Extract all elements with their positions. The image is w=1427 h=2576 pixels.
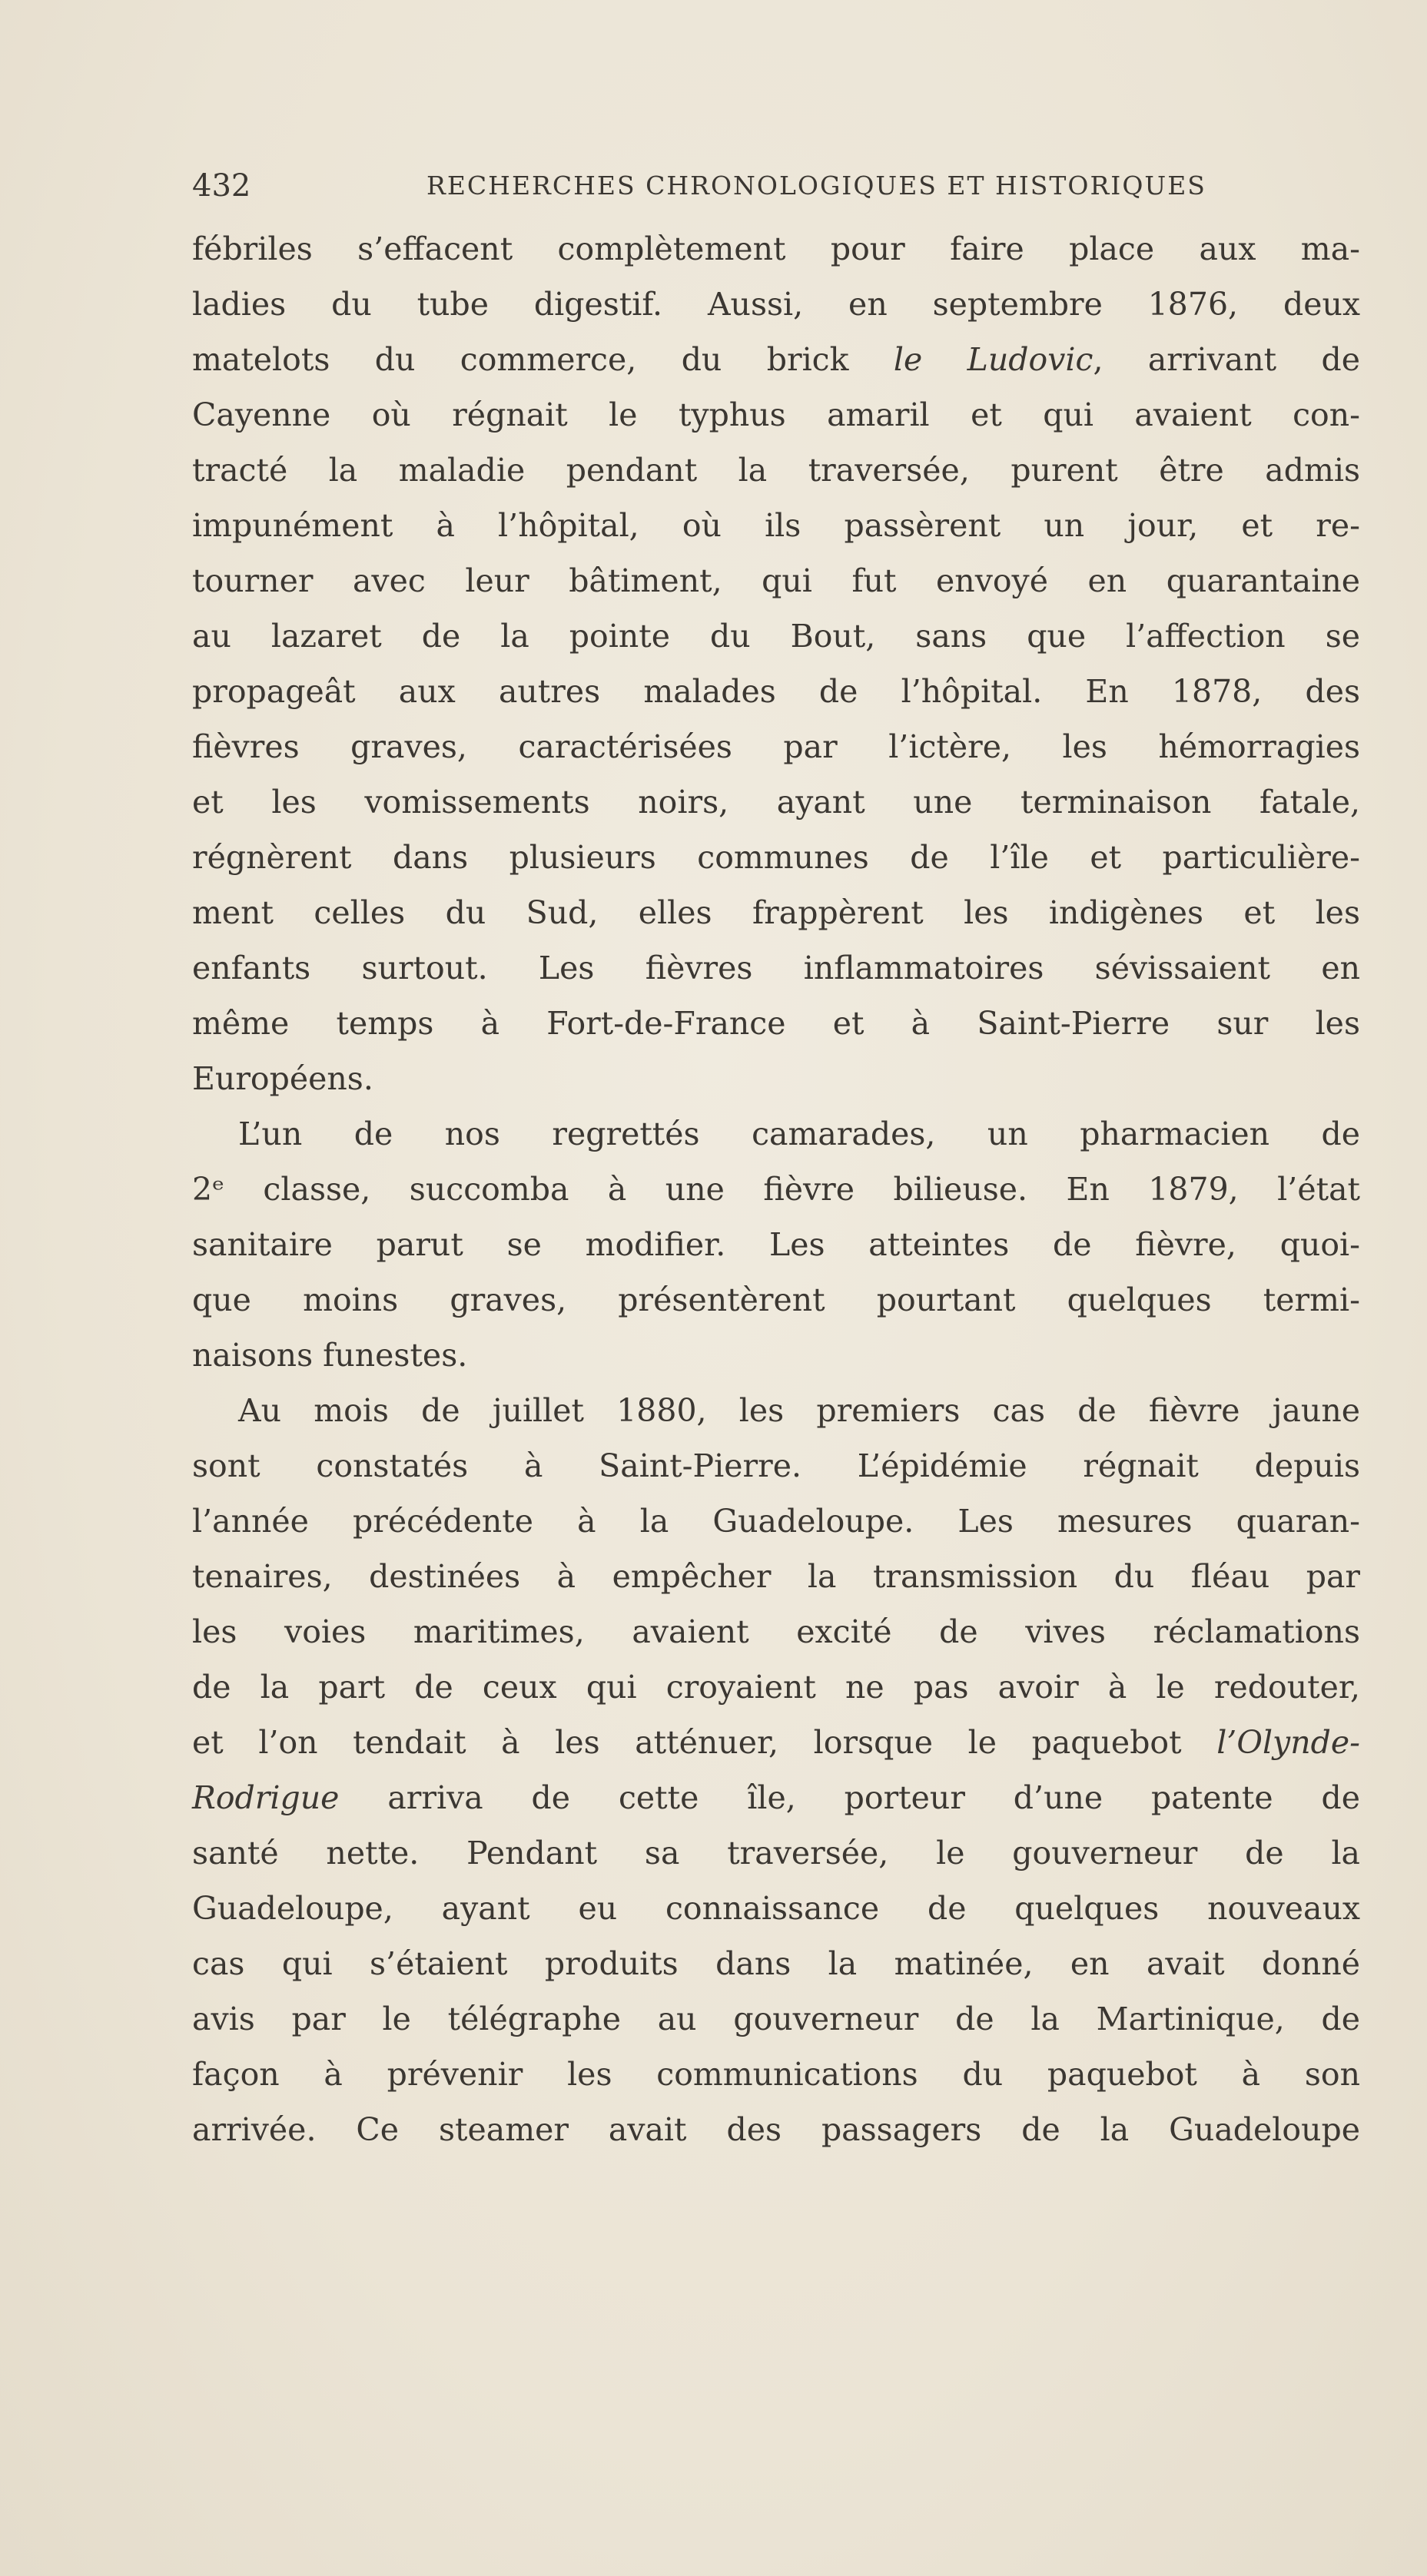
text-line: propageât aux autres malades de l’hôpital. En 1878, des [192, 673, 1360, 710]
text-line: Au mois de juillet 1880, les premiers cas de fièvre jaune [238, 1392, 1360, 1429]
text-line: au lazaret de la pointe du Bout, sans que l’affection se [192, 618, 1360, 655]
text-line: même temps à Fort-de-France et à Saint-Pierre sur les [192, 1005, 1360, 1042]
text-line: fièvres graves, caractérisées par l’ictère, les hémorragies [192, 728, 1360, 765]
page-header [192, 163, 1214, 209]
text-line: de la part de ceux qui croyaient ne pas avoir à le redouter, [192, 1669, 1360, 1706]
text-line: 2ᵉ classe, succomba à une fièvre bilieuse. En 1879, l’état [192, 1171, 1360, 1208]
text-line: L’un de nos regrettés camarades, un pharmacien de [238, 1116, 1360, 1152]
text-line: fébriles s’effacent complètement pour faire place aux ma- [192, 230, 1360, 267]
text-line: les voies maritimes, avaient excité de vives réclamations [192, 1613, 1360, 1650]
text-line: régnèrent dans plusieurs communes de l’île et particulière- [192, 839, 1360, 876]
text-line: façon à prévenir les communications du paquebot à son [192, 2056, 1360, 2093]
text-line: ment celles du Sud, elles frappèrent les indigènes et les [192, 894, 1360, 931]
text-line: et les vomissements noirs, ayant une terminaison fatale, [192, 784, 1360, 821]
text-line: sont constatés à Saint-Pierre. L’épidémie régnait depuis [192, 1447, 1360, 1484]
text-run: et l’on tendait à les atténuer, lorsque le paquebot [192, 1724, 1217, 1761]
text-line: ladies du tube digestif. Aussi, en septembre 1876, deux [192, 286, 1360, 323]
text-line: naisons funestes. [192, 1337, 468, 1374]
text-run: , arrivant de [1093, 341, 1360, 378]
text-line [192, 1770, 1360, 1825]
text-line: enfants surtout. Les fièvres inflammatoires sévissaient en [192, 950, 1360, 986]
text-line: tourner avec leur bâtiment, qui fut envoyé en quarantaine [192, 562, 1360, 599]
text-line: l’année précédente à la Guadeloupe. Les mesures quaran- [192, 1503, 1360, 1540]
text-line: Européens. [192, 1060, 373, 1097]
text-line: sanitaire parut se modifier. Les atteintes de fièvre, quoi- [192, 1226, 1360, 1263]
italic-ship-name: Rodrigue [192, 1779, 340, 1816]
text-line [192, 332, 1360, 387]
text-line: arrivée. Ce steamer avait des passagers de la Guadeloupe [192, 2111, 1360, 2148]
text-line: impunément à l’hôpital, où ils passèrent un jour, et re- [192, 507, 1360, 544]
italic-ship-name: l’Olynde- [1216, 1724, 1360, 1761]
text-line: Cayenne où régnait le typhus amaril et qui avaient con- [192, 396, 1360, 433]
body-text [192, 221, 1360, 2157]
text-line: santé nette. Pendant sa traversée, le gouverneur de la [192, 1835, 1360, 1871]
page-number: 432 [192, 168, 251, 204]
text-line [192, 1715, 1360, 1770]
italic-ship-name: le Ludovic [893, 341, 1093, 378]
running-head: RECHERCHES CHRONOLOGIQUES ET HISTORIQUES [426, 171, 1206, 201]
text-line: tenaires, destinées à empêcher la transmission du fléau par [192, 1558, 1360, 1595]
text-line: que moins graves, présentèrent pourtant quelques termi- [192, 1281, 1360, 1318]
text-line: tracté la maladie pendant la traversée, purent être admis [192, 452, 1360, 489]
text-run: matelots du commerce, du brick [192, 341, 894, 378]
text-run: arriva de cette île, porteur d’une patente de [339, 1779, 1360, 1816]
text-line: Guadeloupe, ayant eu connaissance de quelques nouveaux [192, 1890, 1360, 1927]
text-line: cas qui s’étaient produits dans la matinée, en avait donné [192, 1945, 1360, 1982]
text-line: avis par le télégraphe au gouverneur de la Martinique, de [192, 2001, 1360, 2037]
